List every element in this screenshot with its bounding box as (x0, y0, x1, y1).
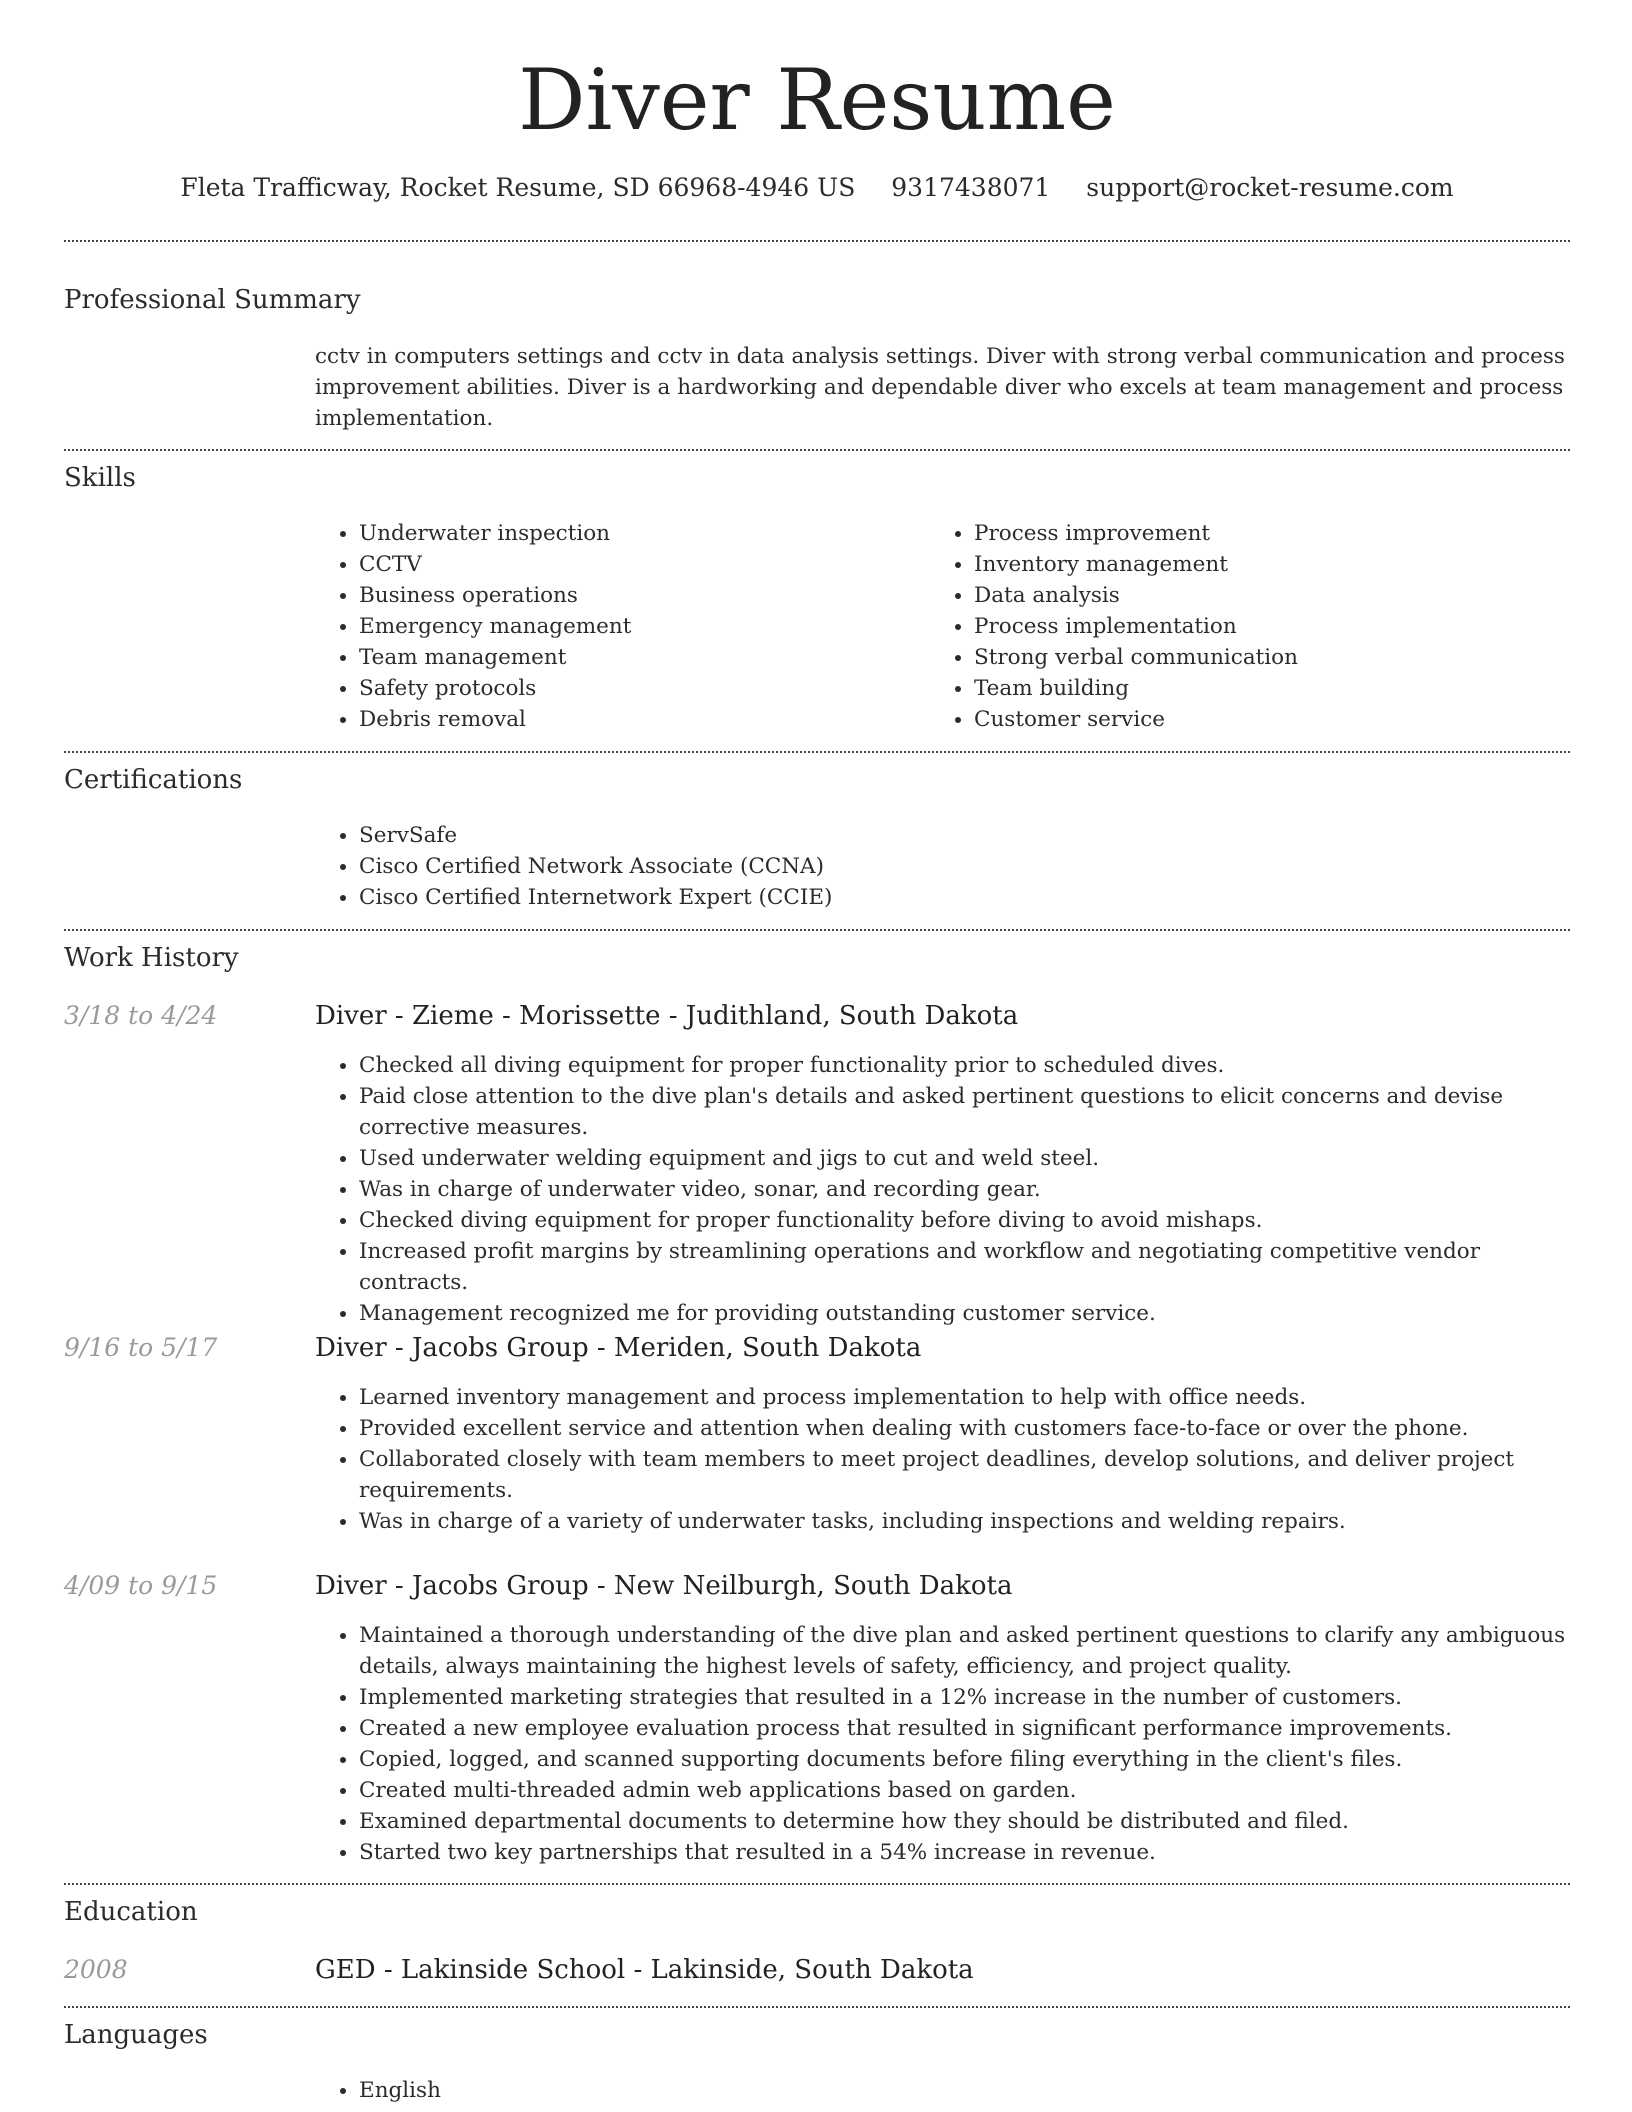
skill-item: • Emergency management (359, 611, 915, 642)
certifications-block (315, 820, 1570, 913)
skill-item: • Team management (359, 642, 915, 673)
education-year: 2008 (64, 1955, 128, 1984)
job-bullet: • Increased profit margins by streamlining operations and workflow and negotiating competitive vendor contracts. (359, 1236, 1570, 1298)
skills-heading: Skills (64, 463, 136, 493)
certification-item: • Cisco Certified Internetwork Expert (CCIE) (359, 882, 1570, 913)
skill-item: • Underwater inspection (359, 518, 915, 549)
skill-item: • Strong verbal communication (974, 642, 1570, 673)
skill-item: • Process implementation (974, 611, 1570, 642)
education-heading: Education (64, 1897, 198, 1927)
skill-item: • Customer service (974, 704, 1570, 735)
divider (64, 929, 1570, 931)
job-bullets (315, 1620, 1570, 1868)
job-bullet: • Learned inventory management and process implementation to help with office needs. (359, 1382, 1570, 1413)
job-bullet: • Created a new employee evaluation process that resulted in significant performance improvements. (359, 1713, 1570, 1744)
certification-item: • Cisco Certified Network Associate (CCNA) (359, 851, 1570, 882)
work-history-heading: Work History (64, 943, 239, 973)
languages-heading: Languages (64, 2020, 208, 2050)
divider (64, 751, 1570, 753)
job-title: Diver - Jacobs Group - New Neilburgh, South Dakota (315, 1571, 1013, 1601)
contact-phone: 9317438071 (891, 173, 1051, 202)
divider (64, 240, 1570, 242)
skill-item: • CCTV (359, 549, 915, 580)
skill-item: • Process improvement (974, 518, 1570, 549)
job-bullet: • Used underwater welding equipment and jigs to cut and weld steel. (359, 1143, 1570, 1174)
skill-item: • Business operations (359, 580, 915, 611)
job-dates: 3/18 to 4/24 (64, 1001, 218, 1030)
job-bullet: • Provided excellent service and attention when dealing with customers face-to-face or over the phone. (359, 1413, 1570, 1444)
certifications-heading: Certifications (64, 765, 243, 795)
skill-item: • Team building (974, 673, 1570, 704)
divider (64, 449, 1570, 451)
job-dates: 4/09 to 9/15 (64, 1571, 218, 1600)
job-bullet: • Checked all diving equipment for proper functionality prior to scheduled dives. (359, 1050, 1570, 1081)
job-bullet: • Collaborated closely with team members to meet project deadlines, develop solutions, and deliver project requirements. (359, 1444, 1570, 1506)
resume-title: Diver Resume (518, 51, 1116, 149)
skill-item: • Debris removal (359, 704, 915, 735)
job-bullets (315, 1050, 1570, 1329)
job-bullet: • Implemented marketing strategies that resulted in a 12% increase in the number of customers. (359, 1682, 1570, 1713)
job-title: Diver - Jacobs Group - Meriden, South Dakota (315, 1333, 922, 1363)
job-title: Diver - Zieme - Morissette - Judithland, South Dakota (315, 1001, 1019, 1031)
job-bullet: • Maintained a thorough understanding of the dive plan and asked pertinent questions to clarify any ambiguous details, always maintaining the highest levels of safety, efficiency, and project quality. (359, 1620, 1570, 1682)
job-bullet: • Management recognized me for providing outstanding customer service. (359, 1298, 1570, 1329)
contact-line (64, 168, 1570, 208)
divider (64, 2006, 1570, 2008)
job-bullet: • Examined departmental documents to determine how they should be distributed and filed. (359, 1806, 1570, 1837)
contact-email: support@rocket-resume.com (1086, 173, 1454, 202)
skills-right-column (930, 518, 1570, 735)
skill-item: • Safety protocols (359, 673, 915, 704)
job-bullet: • Checked diving equipment for proper functionality before diving to avoid mishaps. (359, 1205, 1570, 1236)
job-bullet: • Was in charge of underwater video, sonar, and recording gear. (359, 1174, 1570, 1205)
education-entry: GED - Lakinside School - Lakinside, South Dakota (315, 1955, 974, 1985)
summary-block (315, 341, 1570, 434)
contact-address: Fleta Trafficway, Rocket Resume, SD 66968-4946 US (180, 173, 856, 202)
skill-item: • Data analysis (974, 580, 1570, 611)
summary-text: cctv in computers settings and cctv in data analysis settings. Diver with strong verbal communication and process improvement abilities. Diver is a hardworking and dependable diver who excels at team management and process implementation. (315, 344, 1565, 431)
job-bullet: • Started two key partnerships that resulted in a 54% increase in revenue. (359, 1837, 1570, 1868)
job-bullet: • Was in charge of a variety of underwater tasks, including inspections and welding repairs. (359, 1506, 1570, 1537)
skills-left-column (315, 518, 915, 735)
language-item: • English (359, 2075, 1570, 2106)
job-bullets (315, 1382, 1570, 1537)
certification-item: • ServSafe (359, 820, 1570, 851)
job-bullet: • Created multi-threaded admin web applications based on garden. (359, 1775, 1570, 1806)
skill-item: • Inventory management (974, 549, 1570, 580)
job-bullet: • Paid close attention to the dive plan's details and asked pertinent questions to elicit concerns and devise corrective measures. (359, 1081, 1570, 1143)
divider (64, 1883, 1570, 1885)
job-bullet: • Copied, logged, and scanned supporting documents before filing everything in the client's files. (359, 1744, 1570, 1775)
job-dates: 9/16 to 5/17 (64, 1333, 218, 1362)
languages-block (315, 2075, 1570, 2106)
summary-heading: Professional Summary (64, 285, 361, 315)
